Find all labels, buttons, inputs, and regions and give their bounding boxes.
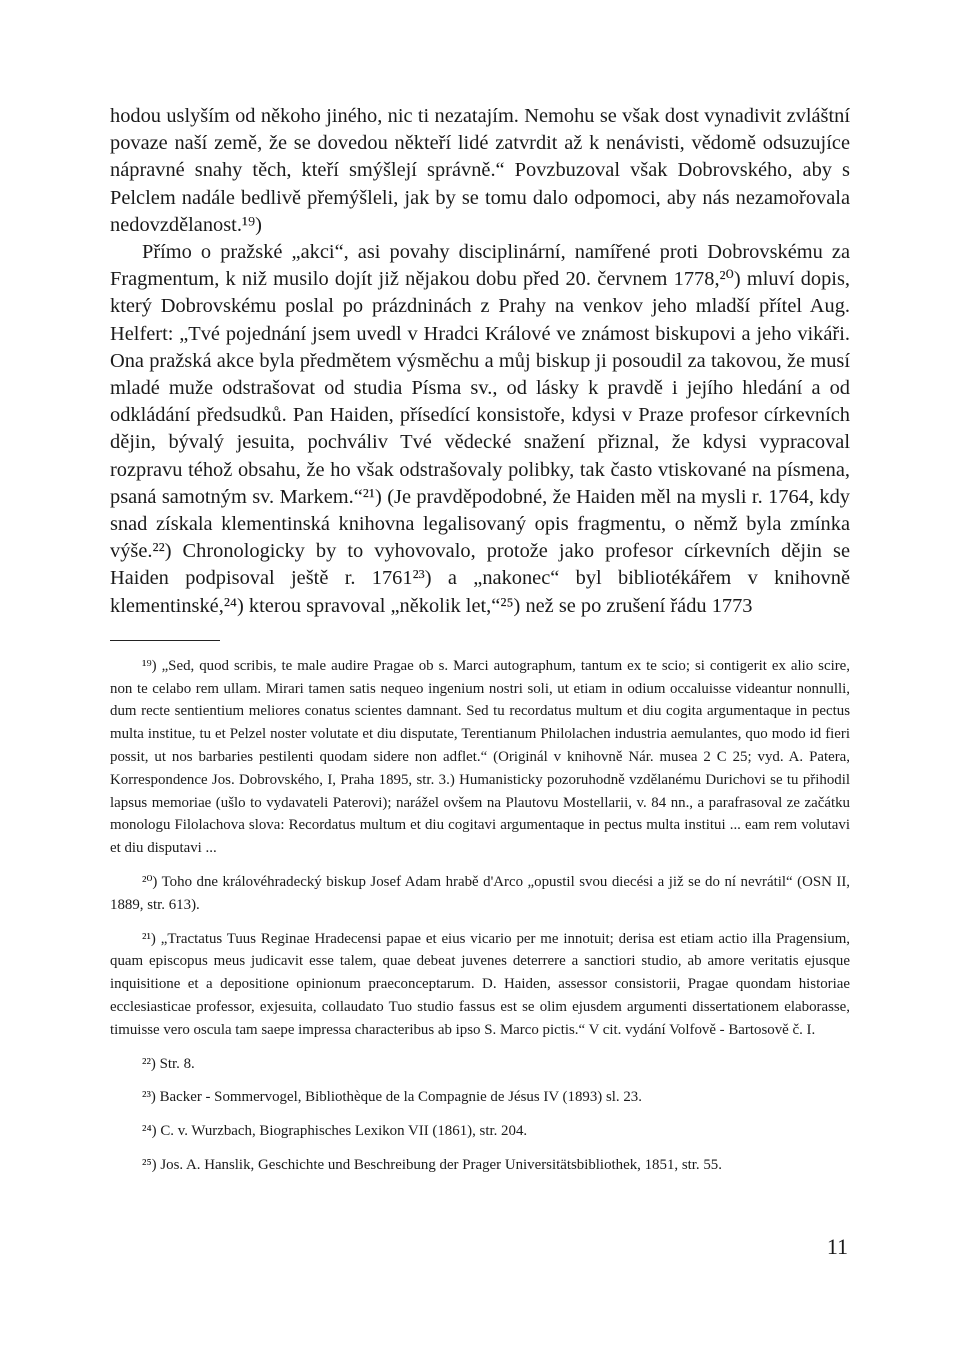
page-number: 11 [826,1234,848,1259]
footnote-separator [110,640,220,641]
footnote-23: ²³) Backer - Sommervogel, Bibliothèque de la Compagnie de Jésus IV (1893) sl. 23. [142,1089,642,1106]
footnote-19: ¹⁹) „Sed, quod scribis, te male audire Pragae ob s. Marci autographum, tantum ex te scio; si contigerit ex alio scire, non te celabo rem ullam. Mirari tamen satis nequeo ingenium nostri soli, ut etiam in odium occaluisse videantur nonnulli, dum recte sentientium meliores conatus scientes damnant. Sed tu recordatus multum et diu cogita argumentaque in pectus multa institue, tu et Pelzel noster volutate et diu disputate, Terentianum Philolachen industria aemulantes, quo modo id fieri possit, ut nos barbaries pestilenti quodam sidere non adflet.“ (Originál v knihovně Nár. musea 2 C 25; vyd. A. Patera, Korrespondence Jos. Dobrovského, I, Praha 1895, str. 3.) Humanisticky pozoruhodně vzdělanému Durichovi se tu přihodil lapsus memoriae (ušlo to vydavateli Paterovi); narážel ovšem na Plautovu Mostellarii, v. 84 nn., a parafrasoval ze začátku monologu Filolachova slova: Recordatus multum et diu cogitavi argumentaque in pectus multa institui ... eam rem volutavi et diu disputavi ... [110,657,850,857]
footnote-25: ²⁵) Jos. A. Hanslik, Geschichte und Beschreibung der Prager Universitätsbibliothek, 1851, str. 55. [142,1157,722,1173]
footnote-21: ²¹) „Tractatus Tuus Reginae Hradecensi papae et eius vicario per me innotuit; derisa est etiam actio illa Pragensium, quam episcopus meus judicavit esse talem, quae debeat juvenes deterrere a sanctiori studio, ab amore veritatis ejusque inquisitione et a depositione opinionum praeconceptarum. D. Haiden, assessor consistorii, Pragae quondam historiae ecclesiasticae professor, exjesuita, collaudato Tuo studio fassus est se olim ejusdem argumenti dissertationem elaborasse, timuisse vero oscula tam saepe impressa characteribus ab ipso S. Marco pictis.“ V cit. vydání Volfově - Bartosově č. I. [110,930,850,1038]
page-content [110,103,850,1188]
footnote-24: ²⁴) C. v. Wurzbach, Biographisches Lexikon VII (1861), str. 204. [142,1123,528,1140]
paragraph: Přímo o pražské „akci“, asi povahy disciplinární, namířené proti Dobrovskému za Fragmentum, k niž musilo dojít již nějakou dobu před 20. červnem 1778,²⁰) mluví dopis, který Dobrovskému poslal po prázdninách z Prahy na venkov jeho mladší přítel Aug. Helfert: „Tvé pojednání jsem uvedl v Hradci Králové ve známost biskupovi a jeho vikáři. Ona pražská akce byla předmětem výsměchu a můj biskup ji posoudil za takovou, že musí mladé muže odstrašovat od studia Písma sv., od lásky k pravdě i jejího hledání a od odkládání předsudků. Pan Haiden, přísedící konsistoře, kdysi v Praze profesor církevních dějin, bývalý jesuita, pochváliv Tvé vědecké snažení přiznal, že kdysi vypracoval rozpravu téhož obsahu, že ho však odstrašovaly polibky, tak často vtiskované na písmena, psaná samotným sv. Markem.“²¹) (Je pravděpodobné, že Haiden měl na mysli r. 1764, kdy snad získala klementinská knihovna legalisovaný opis fragmentu, o němž byla zmínka výše.²²) Chronologicky by to vyhovovalo, protože jako profesor církevních dějin se Haiden podpisoval ještě r. 1761²³) a „nakonec“ byl bibliotékářem v knihovně klementinské,²⁴) kterou spravoval „několik let,“²⁵) než se po zrušení řádu 1773 [110,241,850,617]
footnote-20: ²⁰) Toho dne královéhradecký biskup Josef Adam hrabě d'Arco „opustil svou diecési a již se do ní nevrátil“ (OSN II, 1889, str. 613). [110,874,850,913]
paragraph: hodou uslyším od někoho jiného, nic ti nezatajím. Nemohu se však dost vynadivit zvláštní povaze naší země, že se dovedou někteří lidé zatvrdit až k nenávisti, vědomě odsuzujíce nápravné snahy těch, kteří smýšlejí správně.“ Povzbuzoval však Dobrovského, aby s Pelclem nadále bedlivě přemýšleli, jak by se tomu dalo odpomoci, aby nás nezamořovala nedovzdělanost.¹⁹) [110,105,850,236]
footnotes [110,655,850,1177]
footnote-22: ²²) Str. 8. [142,1055,195,1072]
main-text [110,103,850,620]
